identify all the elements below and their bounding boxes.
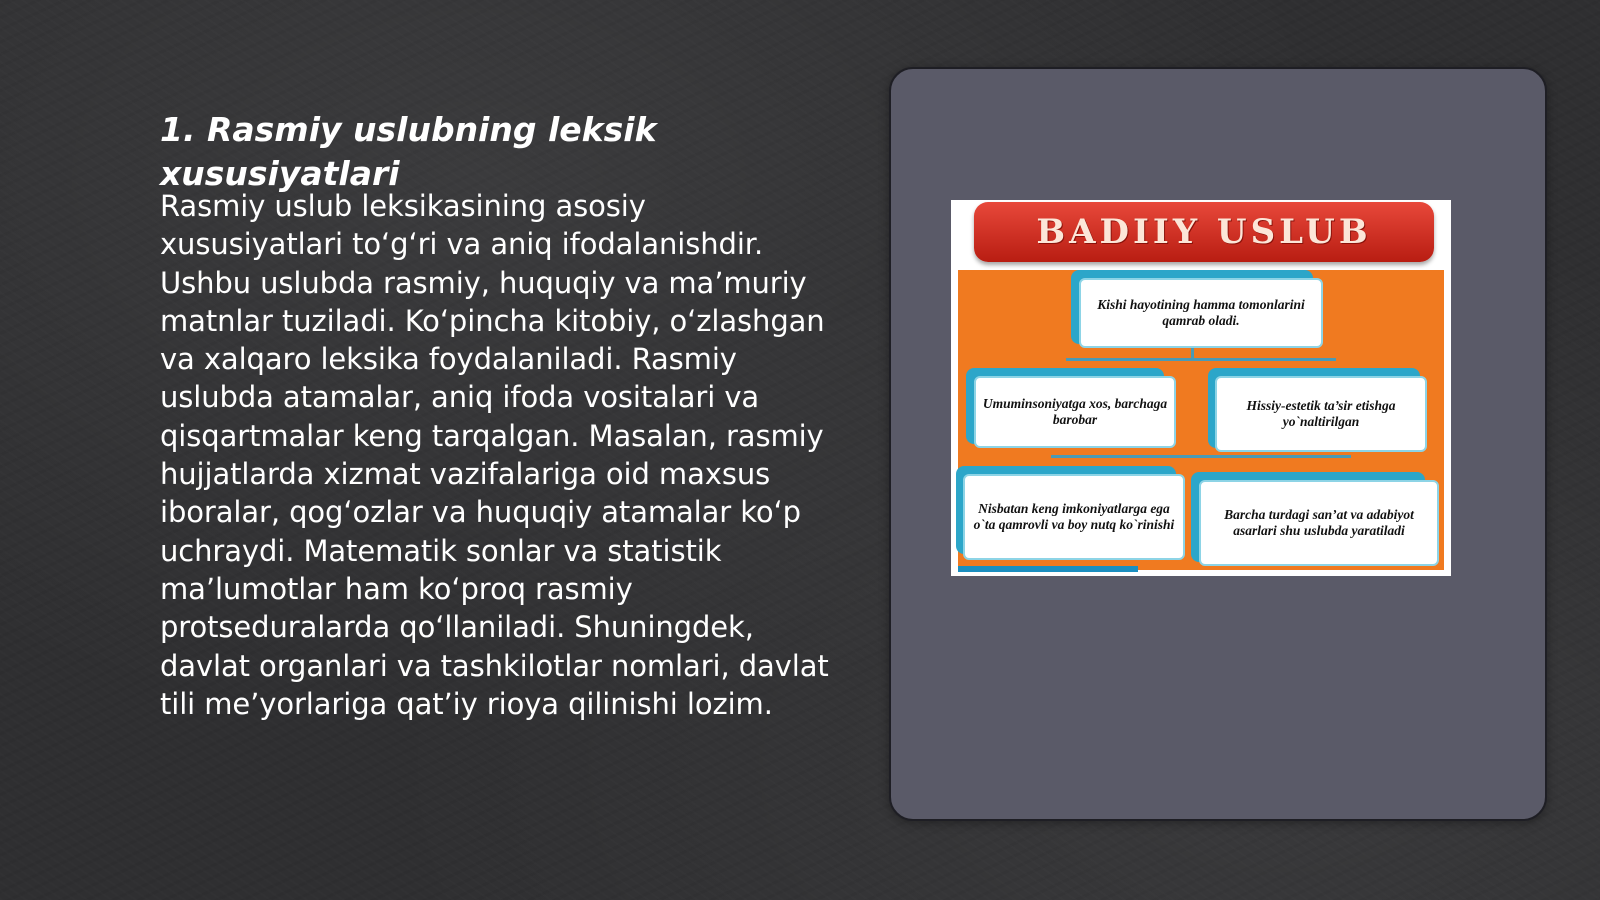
diagram-box-bottom-right: Barcha turdagi san’at va adabiyot asarlari shu uslubda yaratiladi xyxy=(1199,480,1439,566)
diagram-header xyxy=(974,202,1434,262)
slide-title: 1. Rasmiy uslubning leksik xususiyatlari xyxy=(160,110,657,193)
diagram-box-middle-right: Hissiy-estetik ta’sir etishga yo`naltirilgan xyxy=(1215,376,1427,452)
slide-body-text: Rasmiy uslub leksikasining asosiy xususiyatlari to‘g‘ri va aniq ifodalanishdir. Ushbu uslubda rasmiy, huquqiy va ma’muriy matnlar tuziladi. Ko‘pincha kitobiy, o‘zlashgan va xalqaro leksika foydalaniladi. Rasmiy uslubda atamalar, aniq ifoda vositalari va qisqartmalar keng tarqalgan. Masalan, rasmiy hujjatlarda xizmat vazifalariga oid maxsus iboralar, qog‘ozlar va huquqiy atamalar ko‘p uchraydi. Matematik sonlar va statistik ma’lumotlar ham ko‘proq rasmiy protseduralarda qo‘llaniladi. Shuningdek, davlat organlari va tashkilotlar nomlari, davlat tili me’yorlariga qat’iy rioya qilinishi lozim. xyxy=(160,189,829,721)
diagram-title: BADIIY USLUB xyxy=(1036,212,1372,252)
diagram-box-bottom-left: Nisbatan keng imkoniyatlarga ega o`ta qamrovli va boy nutq ko`rinishi xyxy=(963,474,1185,560)
diagram-box-top: Kishi hayotining hamma tomonlarini qamrab oladi. xyxy=(1079,278,1323,348)
diagram-footer-strip xyxy=(958,566,1138,572)
connector-line xyxy=(1051,455,1351,458)
diagram-box-middle-left: Umuminsoniyatga xos, barchaga barobar xyxy=(974,376,1176,448)
connector-line xyxy=(1066,358,1336,361)
diagram-image xyxy=(951,200,1451,576)
connector-line xyxy=(1191,348,1194,360)
